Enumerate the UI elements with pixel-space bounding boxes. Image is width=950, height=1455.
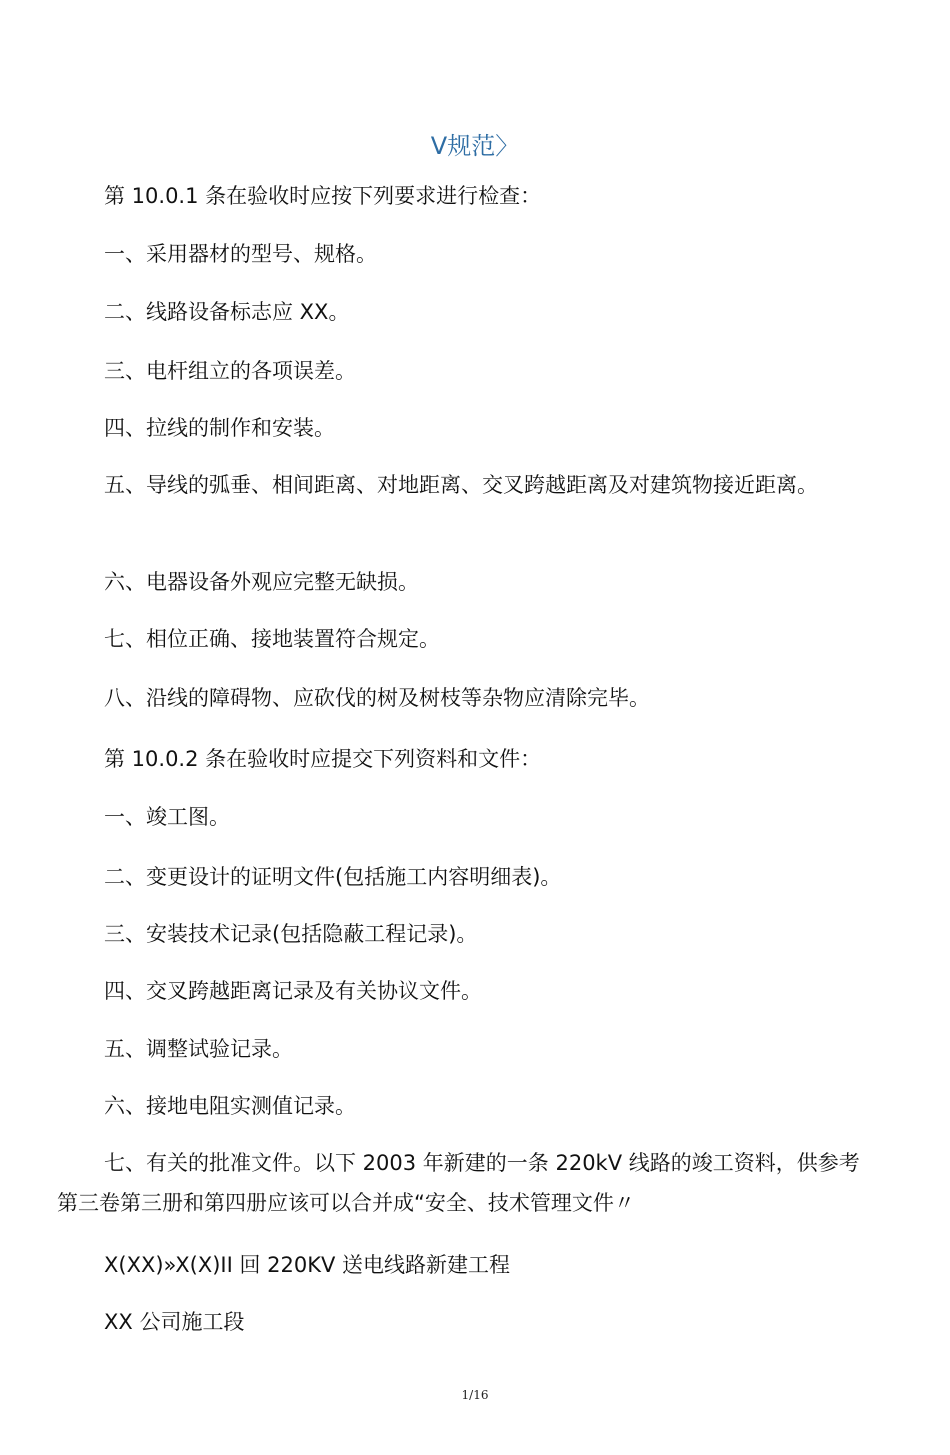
list-item: 六、接地电阻实测值记录。 xyxy=(104,1094,356,1118)
list-item: 七、有关的批准文件。以下 2003 年新建的一条 220kV 线路的竣工资料，供参考第三卷第三册和第四册应该可以合并成“安全、技术管理文件〃 xyxy=(57,1151,860,1215)
list-item: 一、采用器材的型号、规格。 xyxy=(104,242,377,266)
page-number: 1/16 xyxy=(461,1388,489,1402)
list-item: 五、调整试验记录。 xyxy=(104,1037,293,1061)
list-item: 三、安装技术记录(包括隐蔽工程记录)。 xyxy=(104,922,478,946)
list-item: 二、线路设备标志应 XX。 xyxy=(104,300,350,324)
list-item: 三、电杆组立的各项误差。 xyxy=(104,359,356,383)
list-item: 一、竣工图。 xyxy=(104,805,230,829)
list-item: 七、相位正确、接地装置符合规定。 xyxy=(104,627,440,651)
list-item: 二、变更设计的证明文件(包括施工内容明细表)。 xyxy=(104,865,562,889)
document-title: V规范〉 xyxy=(430,132,520,160)
company-section: XX 公司施工段 xyxy=(104,1310,245,1334)
list-item: 四、交叉跨越距离记录及有关协议文件。 xyxy=(104,979,482,1003)
list-item: 四、拉线的制作和安装。 xyxy=(104,416,335,440)
clause-10-0-1: 第 10.0.1 条在验收时应按下列要求进行检查： xyxy=(104,184,542,208)
list-item: 八、沿线的障碍物、应砍伐的树及树枝等杂物应清除完毕。 xyxy=(104,686,650,710)
list-item: 六、电器设备外观应完整无缺损。 xyxy=(104,570,419,594)
project-name: X(XX)»X(X)II 回 220KV 送电线路新建工程 xyxy=(104,1253,511,1277)
clause-10-0-2: 第 10.0.2 条在验收时应提交下列资料和文件： xyxy=(104,747,542,771)
list-item: 五、导线的弧垂、相间距离、对地距离、交叉跨越距离及对建筑物接近距离。 xyxy=(104,473,818,497)
